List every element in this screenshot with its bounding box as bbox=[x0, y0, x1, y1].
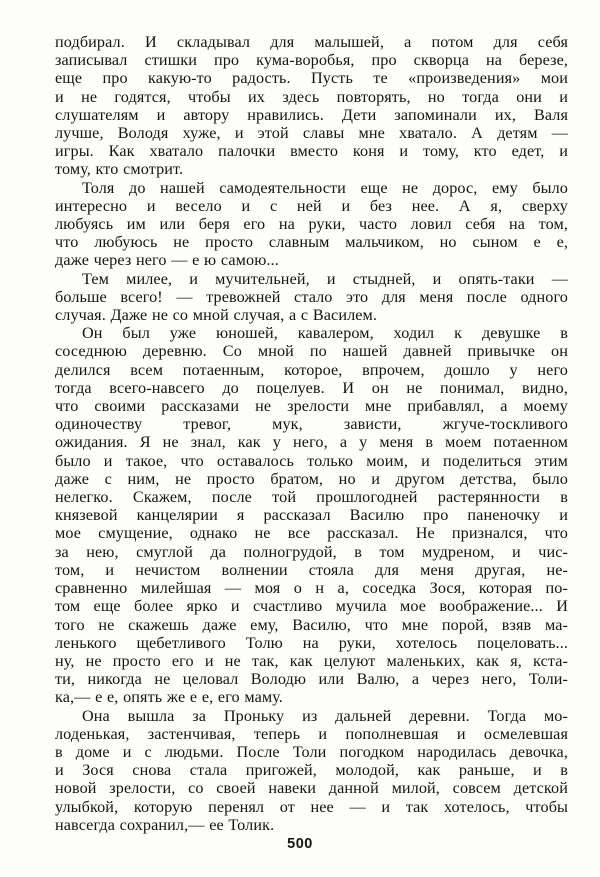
text-line: Тем милее, и мучительней, и стыдней, и опять-таки — bbox=[82, 269, 568, 288]
text-line: лоденькая, застенчивая, теперь и пополневшая и осмелевшая bbox=[55, 724, 568, 743]
text-line: ну, не просто его и не так, как целуют маленьких, как я, кста- bbox=[55, 651, 568, 670]
text-line: больше всего! — тревожней стало это для меня после одного bbox=[55, 287, 568, 306]
text-line: интересно и весело и с ней и без нее. А я, сверху bbox=[55, 196, 568, 215]
text-line: было и такое, что оставалось только моим, и поделиться этим bbox=[55, 451, 568, 470]
text-line: Толя до нашей самодеятельности еще не дорос, ему было bbox=[82, 178, 568, 197]
page-number: 500 bbox=[287, 836, 313, 852]
paragraph bbox=[55, 270, 568, 325]
page-text bbox=[55, 33, 568, 834]
text-line: князевой канцелярии я рассказал Василю про паненочку и bbox=[55, 506, 568, 525]
text-line: новой зрелости, со своей навеки данной милой, совсем детской bbox=[55, 779, 568, 798]
text-line: тогда всего-навсего до поцелуев. И он не понимал, видно, bbox=[55, 378, 568, 397]
text-line: что своими рассказами не зрелости мне прибавлял, а моему bbox=[55, 397, 568, 416]
text-line: даже через него — е ю самою... bbox=[55, 251, 279, 270]
text-line: любуясь им или беря его на руки, часто ловил себя на том, bbox=[55, 215, 568, 234]
text-line: ка,— е е, опять же е е, его маму. bbox=[55, 688, 283, 707]
text-line: соседнюю деревню. Со мной по нашей давней привычке он bbox=[55, 342, 568, 361]
text-line: что любуюсь не просто славным мальчиком, но сыном е е, bbox=[55, 233, 568, 252]
text-line: записывал стишки про кума-воробья, про скворца на березе, bbox=[55, 51, 568, 70]
text-line: случая. Даже не со мной случая, а с Василем. bbox=[55, 306, 378, 325]
text-line: за нею, смуглой да полногрудой, в том мудреном, и чис- bbox=[55, 542, 568, 561]
text-line: игры. Как хватало палочки вместо коня и тому, кто едет, и bbox=[55, 142, 568, 161]
text-line: Она вышла за Проньку из дальней деревни. Тогда мо- bbox=[82, 706, 568, 725]
text-line: и не годятся, чтобы их здесь повторять, но тогда они и bbox=[55, 87, 568, 106]
text-line: тому, кто смотрит. bbox=[55, 160, 184, 179]
text-line: улыбкой, которую перенял от нее — и так хотелось, чтобы bbox=[55, 797, 568, 816]
text-line: делился всем потаенным, которое, впрочем, дошло у него bbox=[55, 360, 568, 379]
text-line: мое смущение, однако не все рассказал. Не признался, что bbox=[55, 524, 568, 543]
text-line: ти, никогда не целовал Володю или Валю, а через него, Толи- bbox=[55, 670, 568, 689]
text-line: и Зося снова стала пригожей, молодой, как раньше, и в bbox=[55, 761, 568, 780]
text-line: слушателям и автору нравились. Дети запоминали их, Валя bbox=[55, 105, 568, 124]
text-line: в доме и с людьми. После Толи погодком народилась девочка, bbox=[55, 742, 568, 761]
text-line: даже с ним, не просто братом, но и другом детства, было bbox=[55, 469, 568, 488]
paragraph bbox=[55, 33, 568, 179]
text-line: том, и нечистом волнении стояла для меня другая, не- bbox=[55, 560, 568, 579]
text-line: одиночеству тревог, мук, зависти, жгуче-тоскливого bbox=[55, 415, 568, 434]
text-line: того не скажешь даже ему, Василю, что мне порой, взяв ма- bbox=[55, 615, 568, 634]
text-line: Он был уже юношей, кавалером, ходил к девушке в bbox=[82, 324, 568, 343]
text-line: ожидания. Я не знал, как у него, а у меня в моем потаенном bbox=[55, 433, 568, 452]
text-line: том еще более ярко и счастливо мучила мое воображение... И bbox=[55, 597, 568, 616]
text-line: еще про какую-то радость. Пусть те «произведения» мои bbox=[55, 69, 568, 88]
text-line: сравненно милейшая — моя о н а, соседка Зося, которая по- bbox=[55, 579, 568, 598]
text-line: подбирал. И складывал для малышей, а потом для себя bbox=[55, 33, 568, 51]
text-line: ленького щебетливого Толю на руки, хотелось поцеловать... bbox=[55, 633, 568, 652]
paragraph bbox=[55, 179, 568, 270]
paragraph bbox=[55, 324, 568, 706]
text-line: навсегда сохранил,— ее Толик. bbox=[55, 815, 275, 834]
paragraph bbox=[55, 707, 568, 834]
text-line: нелегко. Скажем, после той прошлогодней растерянности в bbox=[55, 488, 568, 507]
text-line: лучше, Володя хуже, и этой славы мне хватало. А детям — bbox=[55, 124, 568, 143]
